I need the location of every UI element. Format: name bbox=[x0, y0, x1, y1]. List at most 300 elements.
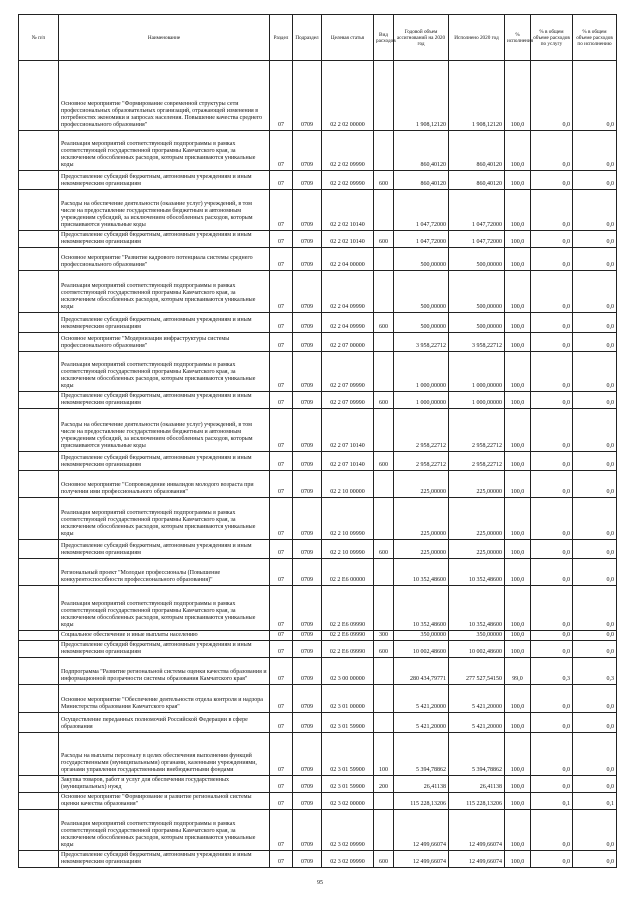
row-pct-cell: 100,0 bbox=[505, 333, 531, 352]
row-csr-cell: 02 2 10 09990 bbox=[322, 498, 374, 540]
row-podrazdel-cell: 0709 bbox=[293, 392, 322, 409]
row-razdel-cell: 07 bbox=[270, 586, 293, 631]
row-razdel-cell: 07 bbox=[270, 540, 293, 559]
table-header-row bbox=[19, 15, 617, 61]
row-share-all-cell: 0,3 bbox=[531, 658, 573, 685]
row-vr-cell bbox=[374, 471, 394, 498]
row-exec-cell: 5 421,20000 bbox=[449, 685, 505, 713]
row-csr-cell: 02 3 01 59900 bbox=[322, 713, 374, 733]
row-share-all-cell: 0,0 bbox=[531, 313, 573, 333]
row-pct-cell: 100,0 bbox=[505, 392, 531, 409]
row-pct-cell: 100,0 bbox=[505, 641, 531, 658]
table-row bbox=[19, 810, 617, 851]
row-number-cell bbox=[19, 631, 59, 641]
row-csr-cell: 02 2 04 00000 bbox=[322, 248, 374, 271]
row-vr-cell: 600 bbox=[374, 231, 394, 248]
row-razdel-cell: 07 bbox=[270, 685, 293, 713]
row-pct-cell: 100,0 bbox=[505, 851, 531, 868]
header-share-all: % в общем объеме расходов по услугу bbox=[531, 15, 573, 61]
row-exec-cell: 277 527,54150 bbox=[449, 658, 505, 685]
row-number-cell bbox=[19, 658, 59, 685]
row-share-exec-cell: 0,0 bbox=[573, 271, 617, 313]
row-share-all-cell: 0,1 bbox=[531, 793, 573, 810]
row-plan-cell: 2 958,22712 bbox=[394, 452, 449, 471]
row-name-cell: Расходы на выплаты персоналу в целях обеспечения выполнения функций государственными (муниципальными) органами, казенными учреждениями, органами управления государственными внебюджетными фондами bbox=[59, 733, 270, 776]
row-pct-cell: 100,0 bbox=[505, 452, 531, 471]
header-csr: Целевая статья bbox=[322, 15, 374, 61]
row-vr-cell: 600 bbox=[374, 452, 394, 471]
row-exec-cell: 10 352,48600 bbox=[449, 586, 505, 631]
row-csr-cell: 02 3 01 59900 bbox=[322, 733, 374, 776]
row-podrazdel-cell: 0709 bbox=[293, 171, 322, 190]
row-plan-cell: 350,00000 bbox=[394, 631, 449, 641]
row-share-exec-cell: 0,0 bbox=[573, 248, 617, 271]
row-share-all-cell: 0,0 bbox=[531, 776, 573, 793]
row-podrazdel-cell: 0709 bbox=[293, 631, 322, 641]
row-share-exec-cell: 0,1 bbox=[573, 793, 617, 810]
row-csr-cell: 02 2 E6 09990 bbox=[322, 586, 374, 631]
row-razdel-cell: 07 bbox=[270, 248, 293, 271]
row-exec-cell: 1 000,00000 bbox=[449, 352, 505, 392]
row-pct-cell: 100,0 bbox=[505, 713, 531, 733]
row-plan-cell: 12 499,66074 bbox=[394, 851, 449, 868]
table-row bbox=[19, 586, 617, 631]
row-plan-cell: 10 352,48600 bbox=[394, 586, 449, 631]
row-razdel-cell: 07 bbox=[270, 333, 293, 352]
row-name-cell: Основное мероприятие "Модернизация инфраструктуры системы профессионального образования" bbox=[59, 333, 270, 352]
row-exec-cell: 500,00000 bbox=[449, 271, 505, 313]
row-razdel-cell: 07 bbox=[270, 392, 293, 409]
row-name-cell: Основное мероприятие "Обеспечение деятельности отдела контроля и надзора Министерства образования Камчатского края" bbox=[59, 685, 270, 713]
table-row bbox=[19, 793, 617, 810]
table-row bbox=[19, 559, 617, 586]
row-vr-cell bbox=[374, 810, 394, 851]
row-plan-cell: 860,40120 bbox=[394, 131, 449, 171]
row-plan-cell: 10 352,48600 bbox=[394, 559, 449, 586]
row-name-cell: Предоставление субсидий бюджетным, автономным учреждениям и иным некоммерческим организациям bbox=[59, 452, 270, 471]
row-exec-cell: 225,00000 bbox=[449, 498, 505, 540]
row-vr-cell bbox=[374, 271, 394, 313]
table-row bbox=[19, 733, 617, 776]
row-podrazdel-cell: 0709 bbox=[293, 851, 322, 868]
row-pct-cell: 100,0 bbox=[505, 131, 531, 171]
row-pct-cell: 100,0 bbox=[505, 498, 531, 540]
row-plan-cell: 860,40120 bbox=[394, 171, 449, 190]
row-plan-cell: 26,41138 bbox=[394, 776, 449, 793]
row-pct-cell: 100,0 bbox=[505, 631, 531, 641]
row-csr-cell: 02 3 02 09990 bbox=[322, 810, 374, 851]
row-csr-cell: 02 2 02 10140 bbox=[322, 231, 374, 248]
row-csr-cell: 02 2 02 10140 bbox=[322, 190, 374, 231]
row-name-cell: Региональный проект "Молодые профессионалы (Повышение конкурентоспособности профессионального образования)" bbox=[59, 559, 270, 586]
table-row bbox=[19, 641, 617, 658]
row-vr-cell bbox=[374, 333, 394, 352]
row-number-cell bbox=[19, 409, 59, 452]
row-share-exec-cell: 0,0 bbox=[573, 713, 617, 733]
row-plan-cell: 2 958,22712 bbox=[394, 409, 449, 452]
row-razdel-cell: 07 bbox=[270, 498, 293, 540]
table-row bbox=[19, 352, 617, 392]
table-row bbox=[19, 131, 617, 171]
row-csr-cell: 02 2 E6 09990 bbox=[322, 641, 374, 658]
row-podrazdel-cell: 0709 bbox=[293, 641, 322, 658]
table-row bbox=[19, 231, 617, 248]
table-row bbox=[19, 409, 617, 452]
row-podrazdel-cell: 0709 bbox=[293, 452, 322, 471]
row-razdel-cell: 07 bbox=[270, 231, 293, 248]
row-vr-cell bbox=[374, 190, 394, 231]
table-row bbox=[19, 271, 617, 313]
row-plan-cell: 10 002,48600 bbox=[394, 641, 449, 658]
row-pct-cell: 100,0 bbox=[505, 271, 531, 313]
row-number-cell bbox=[19, 793, 59, 810]
row-plan-cell: 5 394,78862 bbox=[394, 733, 449, 776]
row-vr-cell bbox=[374, 713, 394, 733]
table-row bbox=[19, 171, 617, 190]
row-exec-cell: 115 228,13206 bbox=[449, 793, 505, 810]
row-exec-cell: 1 000,00000 bbox=[449, 392, 505, 409]
row-number-cell bbox=[19, 131, 59, 171]
row-name-cell: Предоставление субсидий бюджетным, автономным учреждениям и иным некоммерческим организациям bbox=[59, 171, 270, 190]
row-pct-cell: 100,0 bbox=[505, 559, 531, 586]
row-share-all-cell: 0,0 bbox=[531, 498, 573, 540]
row-pct-cell: 100,0 bbox=[505, 231, 531, 248]
row-vr-cell: 300 bbox=[374, 631, 394, 641]
row-csr-cell: 02 2 02 09990 bbox=[322, 131, 374, 171]
row-share-all-cell: 0,0 bbox=[531, 810, 573, 851]
row-exec-cell: 26,41138 bbox=[449, 776, 505, 793]
row-exec-cell: 860,40120 bbox=[449, 171, 505, 190]
row-csr-cell: 02 2 07 00000 bbox=[322, 333, 374, 352]
row-share-exec-cell: 0,0 bbox=[573, 471, 617, 498]
row-vr-cell bbox=[374, 685, 394, 713]
row-csr-cell: 02 2 07 10140 bbox=[322, 409, 374, 452]
row-name-cell: Предоставление субсидий бюджетным, автономным учреждениям и иным некоммерческим организациям bbox=[59, 313, 270, 333]
row-number-cell bbox=[19, 641, 59, 658]
row-share-all-cell: 0,0 bbox=[531, 713, 573, 733]
row-share-all-cell: 0,0 bbox=[531, 631, 573, 641]
row-plan-cell: 1 908,12120 bbox=[394, 61, 449, 131]
row-plan-cell: 500,00000 bbox=[394, 248, 449, 271]
row-name-cell: Закупка товаров, работ и услуг для обеспечения государственных (муниципальных) нужд bbox=[59, 776, 270, 793]
row-podrazdel-cell: 0709 bbox=[293, 333, 322, 352]
row-vr-cell bbox=[374, 559, 394, 586]
row-exec-cell: 225,00000 bbox=[449, 471, 505, 498]
row-plan-cell: 225,00000 bbox=[394, 540, 449, 559]
row-plan-cell: 1 047,72000 bbox=[394, 190, 449, 231]
row-vr-cell bbox=[374, 352, 394, 392]
row-plan-cell: 500,00000 bbox=[394, 313, 449, 333]
row-vr-cell: 600 bbox=[374, 641, 394, 658]
row-share-exec-cell: 0,0 bbox=[573, 776, 617, 793]
row-podrazdel-cell: 0709 bbox=[293, 409, 322, 452]
header-pct: % исполнения bbox=[505, 15, 531, 61]
row-csr-cell: 02 2 02 00000 bbox=[322, 61, 374, 131]
row-csr-cell: 02 2 07 09990 bbox=[322, 392, 374, 409]
row-pct-cell: 100,0 bbox=[505, 810, 531, 851]
row-share-all-cell: 0,0 bbox=[531, 131, 573, 171]
row-share-exec-cell: 0,0 bbox=[573, 61, 617, 131]
table-row bbox=[19, 540, 617, 559]
table-row bbox=[19, 333, 617, 352]
row-exec-cell: 1 047,72000 bbox=[449, 231, 505, 248]
row-exec-cell: 860,40120 bbox=[449, 131, 505, 171]
row-razdel-cell: 07 bbox=[270, 733, 293, 776]
row-share-all-cell: 0,0 bbox=[531, 471, 573, 498]
row-razdel-cell: 07 bbox=[270, 713, 293, 733]
row-podrazdel-cell: 0709 bbox=[293, 658, 322, 685]
row-podrazdel-cell: 0709 bbox=[293, 713, 322, 733]
table-row bbox=[19, 776, 617, 793]
row-number-cell bbox=[19, 471, 59, 498]
row-name-cell: Предоставление субсидий бюджетным, автономным учреждениям и иным некоммерческим организациям bbox=[59, 540, 270, 559]
row-number-cell bbox=[19, 452, 59, 471]
row-podrazdel-cell: 0709 bbox=[293, 313, 322, 333]
row-podrazdel-cell: 0709 bbox=[293, 498, 322, 540]
row-plan-cell: 1 000,00000 bbox=[394, 392, 449, 409]
row-share-exec-cell: 0,0 bbox=[573, 190, 617, 231]
row-share-exec-cell: 0,0 bbox=[573, 631, 617, 641]
row-vr-cell bbox=[374, 658, 394, 685]
row-pct-cell: 100,0 bbox=[505, 586, 531, 631]
row-share-exec-cell: 0,0 bbox=[573, 131, 617, 171]
row-share-exec-cell: 0,0 bbox=[573, 231, 617, 248]
row-plan-cell: 280 434,79771 bbox=[394, 658, 449, 685]
row-name-cell: Реализация мероприятий соответствующей подпрограммы в рамках соответствующей государственной программы Камчатского края, за исключением обособленных расходов, которым присваиваются уникальные коды bbox=[59, 586, 270, 631]
row-csr-cell: 02 2 10 09990 bbox=[322, 540, 374, 559]
row-vr-cell: 200 bbox=[374, 776, 394, 793]
row-exec-cell: 1 908,12120 bbox=[449, 61, 505, 131]
row-csr-cell: 02 3 02 09990 bbox=[322, 851, 374, 868]
row-razdel-cell: 07 bbox=[270, 271, 293, 313]
table-row bbox=[19, 631, 617, 641]
table-row bbox=[19, 713, 617, 733]
row-share-exec-cell: 0,0 bbox=[573, 559, 617, 586]
row-share-exec-cell: 0,0 bbox=[573, 641, 617, 658]
row-pct-cell: 100,0 bbox=[505, 171, 531, 190]
row-number-cell bbox=[19, 190, 59, 231]
row-name-cell: Основное мероприятие "Формирование современной структуры сети профессиональных образовательных организаций, отражающей изменения в потребностях экономики и запросах населения. Повышение качества среднего профессионального образования" bbox=[59, 61, 270, 131]
row-pct-cell: 100,0 bbox=[505, 61, 531, 131]
row-razdel-cell: 07 bbox=[270, 452, 293, 471]
row-name-cell: Реализация мероприятий соответствующей подпрограммы в рамках соответствующей государственной программы Камчатского края, за исключением обособленных расходов, которым присваиваются уникальные коды bbox=[59, 810, 270, 851]
row-csr-cell: 02 2 04 09990 bbox=[322, 313, 374, 333]
row-number-cell bbox=[19, 271, 59, 313]
row-share-all-cell: 0,0 bbox=[531, 685, 573, 713]
row-podrazdel-cell: 0709 bbox=[293, 131, 322, 171]
row-share-all-cell: 0,0 bbox=[531, 409, 573, 452]
row-share-all-cell: 0,0 bbox=[531, 231, 573, 248]
row-csr-cell: 02 3 01 00000 bbox=[322, 685, 374, 713]
table-row bbox=[19, 498, 617, 540]
row-share-exec-cell: 0,0 bbox=[573, 352, 617, 392]
row-name-cell: Реализация мероприятий соответствующей подпрограммы в рамках соответствующей государственной программы Камчатского края, за исключением обособленных расходов, которым присваиваются уникальные коды bbox=[59, 271, 270, 313]
row-vr-cell bbox=[374, 131, 394, 171]
row-name-cell: Основное мероприятие "Формирование и развитие региональной системы оценки качества образования" bbox=[59, 793, 270, 810]
row-share-exec-cell: 0,0 bbox=[573, 586, 617, 631]
row-podrazdel-cell: 0709 bbox=[293, 190, 322, 231]
row-name-cell: Расходы на обеспечение деятельности (оказание услуг) учреждений, в том числе на предоставление государственным бюджетным и автономным учреждениям субсидий, за исключением обособленных расходов, которым присваиваются уникальные коды bbox=[59, 409, 270, 452]
table-row bbox=[19, 248, 617, 271]
row-csr-cell: 02 2 07 09990 bbox=[322, 352, 374, 392]
row-razdel-cell: 07 bbox=[270, 559, 293, 586]
table-row bbox=[19, 313, 617, 333]
row-number-cell bbox=[19, 171, 59, 190]
row-plan-cell: 5 421,20000 bbox=[394, 685, 449, 713]
row-name-cell: Расходы на обеспечение деятельности (оказание услуг) учреждений, в том числе на предоставление государственным бюджетным и автономным учреждениям субсидий, за исключением обособленных расходов, которым присваиваются уникальные коды bbox=[59, 190, 270, 231]
table-row bbox=[19, 658, 617, 685]
row-csr-cell: 02 3 01 59900 bbox=[322, 776, 374, 793]
row-vr-cell: 600 bbox=[374, 540, 394, 559]
row-pct-cell: 100,0 bbox=[505, 540, 531, 559]
row-podrazdel-cell: 0709 bbox=[293, 685, 322, 713]
row-vr-cell bbox=[374, 586, 394, 631]
row-vr-cell: 600 bbox=[374, 851, 394, 868]
row-number-cell bbox=[19, 498, 59, 540]
row-plan-cell: 12 499,66074 bbox=[394, 810, 449, 851]
row-pct-cell: 100,0 bbox=[505, 248, 531, 271]
header-num: № п/п bbox=[19, 15, 59, 61]
row-podrazdel-cell: 0709 bbox=[293, 271, 322, 313]
row-name-cell: Предоставление субсидий бюджетным, автономным учреждениям и иным некоммерческим организациям bbox=[59, 641, 270, 658]
row-number-cell bbox=[19, 810, 59, 851]
row-share-exec-cell: 0,0 bbox=[573, 333, 617, 352]
row-name-cell: Предоставление субсидий бюджетным, автономным учреждениям и иным некоммерческим организациям bbox=[59, 851, 270, 868]
budget-table bbox=[18, 14, 617, 868]
row-exec-cell: 5 394,78862 bbox=[449, 733, 505, 776]
row-number-cell bbox=[19, 352, 59, 392]
table-row bbox=[19, 452, 617, 471]
row-vr-cell bbox=[374, 409, 394, 452]
row-vr-cell bbox=[374, 248, 394, 271]
row-exec-cell: 1 047,72000 bbox=[449, 190, 505, 231]
row-razdel-cell: 07 bbox=[270, 793, 293, 810]
row-csr-cell: 02 2 02 09990 bbox=[322, 171, 374, 190]
row-plan-cell: 500,00000 bbox=[394, 271, 449, 313]
row-exec-cell: 500,00000 bbox=[449, 248, 505, 271]
row-number-cell bbox=[19, 685, 59, 713]
row-number-cell bbox=[19, 713, 59, 733]
row-vr-cell: 600 bbox=[374, 171, 394, 190]
row-razdel-cell: 07 bbox=[270, 171, 293, 190]
row-share-all-cell: 0,0 bbox=[531, 559, 573, 586]
row-name-cell: Социальное обеспечение и иные выплаты населению bbox=[59, 631, 270, 641]
row-share-exec-cell: 0,0 bbox=[573, 810, 617, 851]
header-podrazdel: Подраздел bbox=[293, 15, 322, 61]
row-razdel-cell: 07 bbox=[270, 810, 293, 851]
row-vr-cell bbox=[374, 61, 394, 131]
row-plan-cell: 1 000,00000 bbox=[394, 352, 449, 392]
row-pct-cell: 100,0 bbox=[505, 685, 531, 713]
table-body bbox=[19, 61, 617, 868]
row-share-exec-cell: 0,0 bbox=[573, 392, 617, 409]
row-podrazdel-cell: 0709 bbox=[293, 231, 322, 248]
row-razdel-cell: 07 bbox=[270, 190, 293, 231]
row-csr-cell: 02 2 04 09990 bbox=[322, 271, 374, 313]
row-number-cell bbox=[19, 559, 59, 586]
table-row bbox=[19, 471, 617, 498]
row-csr-cell: 02 2 E6 09990 bbox=[322, 631, 374, 641]
table-row bbox=[19, 851, 617, 868]
row-share-exec-cell: 0,0 bbox=[573, 171, 617, 190]
row-share-all-cell: 0,0 bbox=[531, 452, 573, 471]
row-pct-cell: 100,0 bbox=[505, 313, 531, 333]
row-share-all-cell: 0,0 bbox=[531, 392, 573, 409]
row-plan-cell: 1 047,72000 bbox=[394, 231, 449, 248]
row-razdel-cell: 07 bbox=[270, 658, 293, 685]
row-exec-cell: 2 958,22712 bbox=[449, 452, 505, 471]
row-pct-cell: 100,0 bbox=[505, 733, 531, 776]
row-podrazdel-cell: 0709 bbox=[293, 733, 322, 776]
row-name-cell: Реализация мероприятий соответствующей подпрограммы в рамках соответствующей государственной программы Камчатского края, за исключением обособленных расходов, которым присваиваются уникальные коды bbox=[59, 131, 270, 171]
table-row bbox=[19, 61, 617, 131]
row-vr-cell: 600 bbox=[374, 313, 394, 333]
row-razdel-cell: 07 bbox=[270, 352, 293, 392]
header-name: Наименование bbox=[59, 15, 270, 61]
header-vr: Вид расходов bbox=[374, 15, 394, 61]
row-razdel-cell: 07 bbox=[270, 851, 293, 868]
row-podrazdel-cell: 0709 bbox=[293, 586, 322, 631]
row-exec-cell: 12 499,66074 bbox=[449, 851, 505, 868]
row-exec-cell: 12 499,66074 bbox=[449, 810, 505, 851]
row-name-cell: Подпрограмма "Развитие региональной системы оценки качества образования и информационной прозрачности системы образования Камчатского края" bbox=[59, 658, 270, 685]
row-share-exec-cell: 0,0 bbox=[573, 685, 617, 713]
row-share-all-cell: 0,0 bbox=[531, 851, 573, 868]
row-podrazdel-cell: 0709 bbox=[293, 61, 322, 131]
row-razdel-cell: 07 bbox=[270, 131, 293, 171]
row-share-all-cell: 0,0 bbox=[531, 352, 573, 392]
row-podrazdel-cell: 0709 bbox=[293, 471, 322, 498]
row-razdel-cell: 07 bbox=[270, 61, 293, 131]
row-number-cell bbox=[19, 586, 59, 631]
row-exec-cell: 500,00000 bbox=[449, 313, 505, 333]
header-exec: Исполнено 2020 год bbox=[449, 15, 505, 61]
row-csr-cell: 02 2 10 00000 bbox=[322, 471, 374, 498]
row-number-cell bbox=[19, 776, 59, 793]
row-number-cell bbox=[19, 231, 59, 248]
row-plan-cell: 225,00000 bbox=[394, 498, 449, 540]
row-share-exec-cell: 0,0 bbox=[573, 851, 617, 868]
header-share-exec: % в общем объеме расходов по исполнению bbox=[573, 15, 617, 61]
row-name-cell: Основное мероприятие "Развитие кадрового потенциала системы среднего профессионального образования" bbox=[59, 248, 270, 271]
row-number-cell bbox=[19, 392, 59, 409]
row-share-all-cell: 0,0 bbox=[531, 248, 573, 271]
page-number: 95 bbox=[317, 880, 323, 886]
row-name-cell: Осуществление переданных полномочий Российской Федерации в сфере образования bbox=[59, 713, 270, 733]
row-exec-cell: 5 421,20000 bbox=[449, 713, 505, 733]
row-share-all-cell: 0,0 bbox=[531, 641, 573, 658]
row-number-cell bbox=[19, 248, 59, 271]
row-share-exec-cell: 0,0 bbox=[573, 540, 617, 559]
row-razdel-cell: 07 bbox=[270, 409, 293, 452]
row-number-cell bbox=[19, 313, 59, 333]
table-row bbox=[19, 190, 617, 231]
table-row bbox=[19, 392, 617, 409]
row-exec-cell: 10 352,48600 bbox=[449, 559, 505, 586]
row-share-all-cell: 0,0 bbox=[531, 61, 573, 131]
row-plan-cell: 5 421,20000 bbox=[394, 713, 449, 733]
row-pct-cell: 100,0 bbox=[505, 776, 531, 793]
row-pct-cell: 100,0 bbox=[505, 352, 531, 392]
row-razdel-cell: 07 bbox=[270, 313, 293, 333]
row-razdel-cell: 07 bbox=[270, 776, 293, 793]
row-share-all-cell: 0,0 bbox=[531, 540, 573, 559]
row-razdel-cell: 07 bbox=[270, 641, 293, 658]
row-name-cell: Основное мероприятие "Сопровождение инвалидов молодого возраста при получении ими профессионального образования" bbox=[59, 471, 270, 498]
row-exec-cell: 225,00000 bbox=[449, 540, 505, 559]
row-share-all-cell: 0,0 bbox=[531, 733, 573, 776]
row-pct-cell: 100,0 bbox=[505, 471, 531, 498]
